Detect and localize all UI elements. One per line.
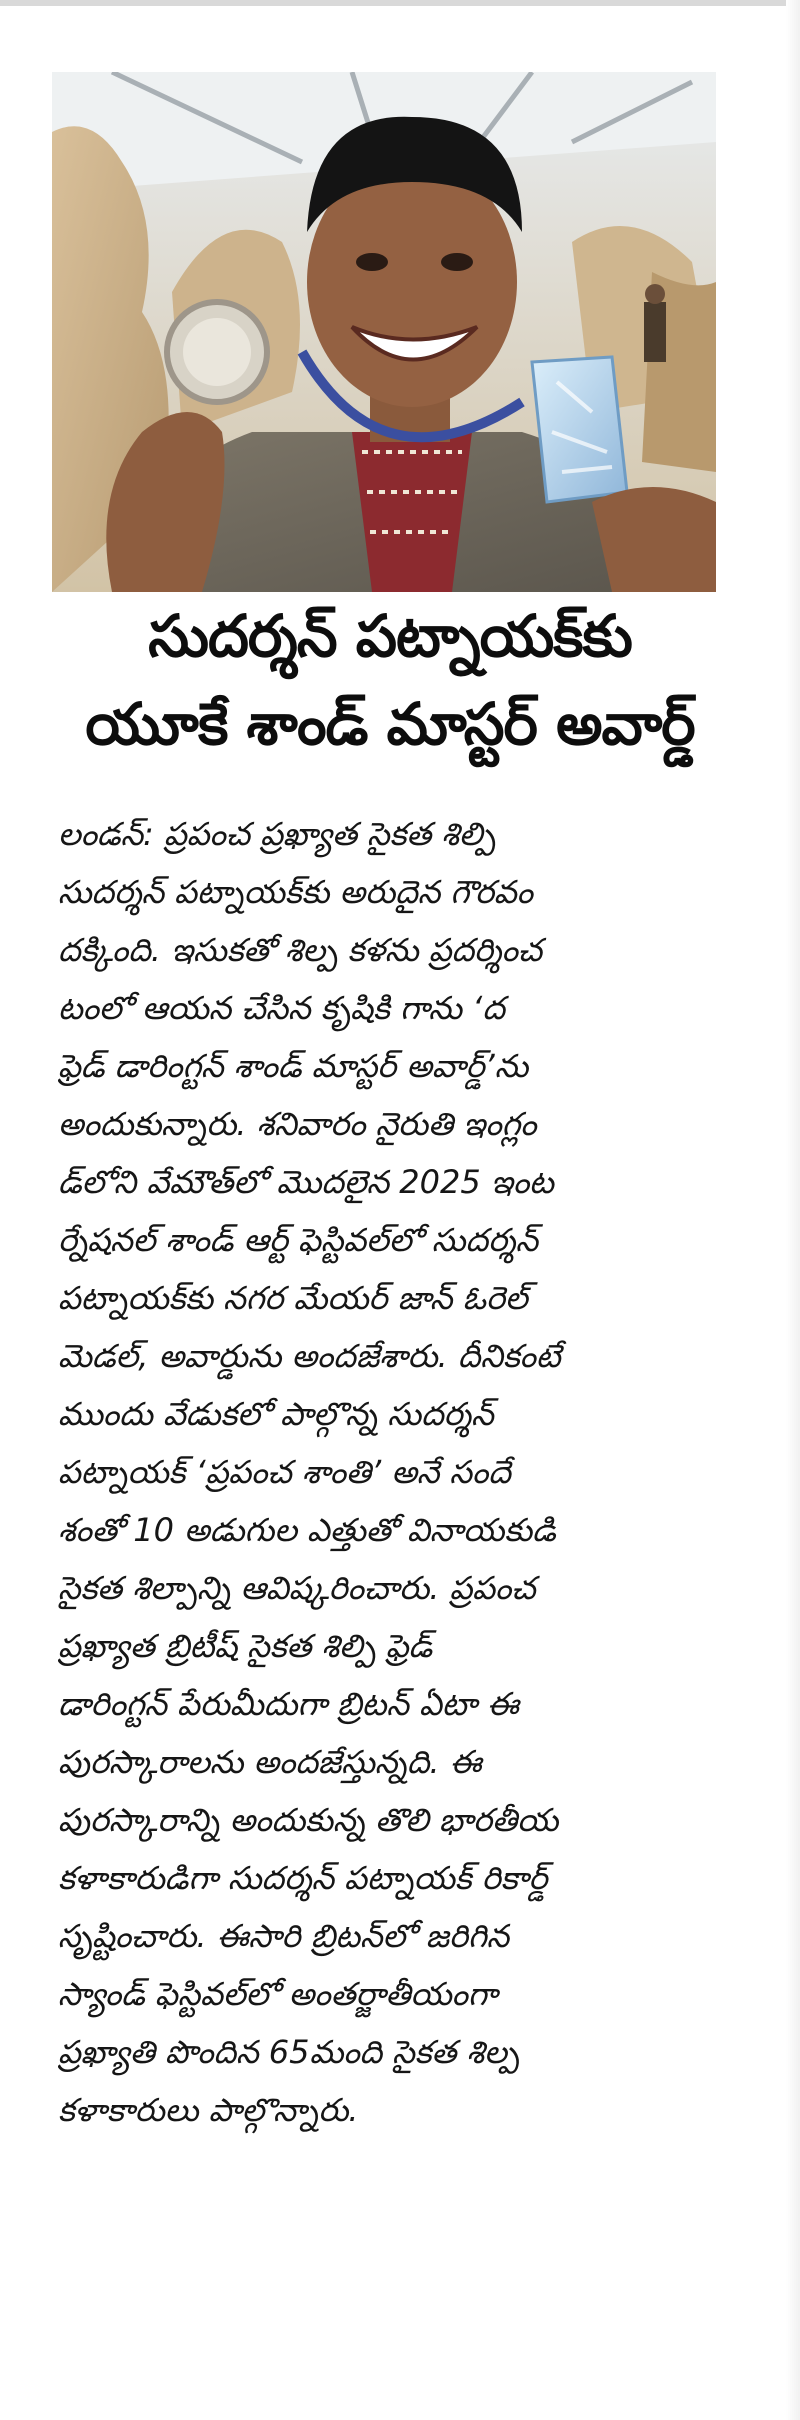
body-line: సృష్టించారు. ఈసారి బ్రిటన్‌లో జరిగిన [58, 1917, 510, 1955]
body-line: లండన్: ప్రపంచ ప్రఖ్యాత సైకత శిల్పి [58, 815, 496, 853]
body-line: ప్రఖ్యాతి పొందిన 65మంది సైకత శిల్ప [58, 2033, 520, 2071]
headline-line: సుదర్శన్ పట్నాయక్‌కు [148, 602, 632, 670]
body-line: మెడల్, అవార్డును అందజేశారు. దీనికంటే [58, 1337, 561, 1375]
body-line: డారింగ్టన్ పేరుమీదుగా బ్రిటన్ ఏటా ఈ [58, 1685, 519, 1723]
body-line: ఫ్రెడ్ డారింగ్టన్ శాండ్ మాస్టర్ అవార్డ్’ను [58, 1047, 529, 1085]
body-line: సైకత శిల్పాన్ని ఆవిష్కరించారు. ప్రపంచ [58, 1569, 536, 1607]
body-line: అందుకున్నారు. శనివారం నైరుతి ఇంగ్లం [58, 1105, 537, 1143]
body-line: దక్కింది. ఇసుకతో శిల్ప కళను ప్రదర్శించ [58, 931, 543, 969]
body-line: కళాకారుడిగా సుదర్శన్ పట్నాయక్ రికార్డ్ [58, 1859, 548, 1897]
body-line: స్యాండ్ ఫెస్టివల్‌లో అంతర్జాతీయంగా [58, 1975, 498, 2013]
body-line: పట్నాయక్ ‘ప్రపంచ శాంతి’ అనే సందే [58, 1453, 511, 1491]
headline-line: యూకే శాండ్ మాస్టర్ అవార్డ్ [85, 690, 695, 758]
body-line: టంలో ఆయన చేసిన కృషికి గాను ‘ద [58, 989, 505, 1027]
body-line: పట్నాయక్‌కు నగర మేయర్ జాన్ ఓరెల్ [58, 1279, 528, 1317]
article-headline [40, 592, 740, 768]
body-line: డ్‌లోని వేమౌత్‌లో మొదలైన 2025 ఇంట [58, 1163, 554, 1201]
article-body [58, 805, 708, 2139]
top-divider [0, 0, 800, 6]
body-line: ర్నేషనల్ శాండ్ ఆర్ట్ ఫెస్టివల్‌లో సుదర్శన్ [58, 1221, 539, 1259]
body-line: కళాకారులు పాల్గొన్నారు. [58, 2091, 359, 2129]
body-line: పురస్కారాన్ని అందుకున్న తొలి భారతీయ [58, 1801, 559, 1839]
body-line: ముందు వేడుకలో పాల్గొన్న సుదర్శన్ [58, 1395, 494, 1433]
body-line: ప్రఖ్యాత బ్రిటీష్ సైకత శిల్పి ఫ్రెడ్ [58, 1627, 433, 1665]
article-photo [52, 72, 716, 592]
body-line: సుదర్శన్ పట్నాయక్‌కు అరుదైన గౌరవం [58, 873, 533, 911]
body-line: శంతో 10 అడుగుల ఎత్తుతో వినాయకుడి [58, 1511, 556, 1549]
body-line: పురస్కారాలను అందజేస్తున్నది. ఈ [58, 1743, 482, 1781]
page-edge-shadow [786, 0, 800, 2420]
